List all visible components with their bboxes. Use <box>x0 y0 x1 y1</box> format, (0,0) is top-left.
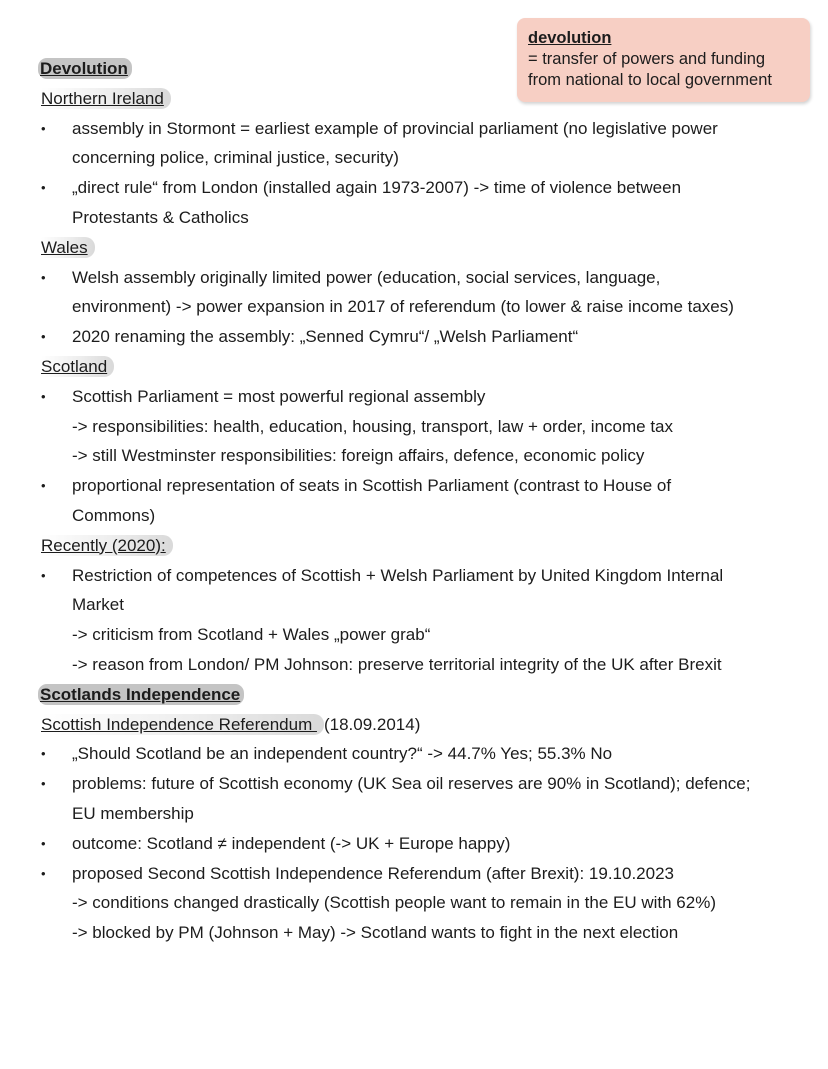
bullet-continuation: -> responsibilities: health, education, housing, transport, law + order, income tax <box>72 416 674 436</box>
wales-heading-line <box>0 233 828 263</box>
bullet-item: • problems: future of Scottish economy (UK Sea oil reserves are 90% in Scotland); defence; <box>0 769 828 799</box>
bullet-continuation: concerning police, criminal justice, security) <box>72 148 399 168</box>
wales-heading: Wales <box>41 237 95 258</box>
scotland-heading: Scotland <box>41 356 114 377</box>
bullet-item: • Welsh assembly originally limited power (education, social services, language, <box>0 263 828 293</box>
bullet-continuation: environment) -> power expansion in 2017 of referendum (to lower & raise income taxes) <box>72 297 734 317</box>
bullet-continuation: -> conditions changed drastically (Scottish people want to remain in the EU with 62%) <box>72 893 716 913</box>
referendum-heading-line <box>0 710 828 740</box>
recently-heading: Recently (2020): <box>41 535 173 556</box>
bullet-item: • Scottish Parliament = most powerful regional assembly <box>0 382 828 412</box>
referendum-heading: Scottish Independence Referendum <box>41 714 324 735</box>
northern-ireland-heading-line <box>0 84 828 114</box>
bullet-continuation: Market <box>72 595 124 615</box>
bullet-continuation: -> criticism from Scotland + Wales „power grab“ <box>72 625 431 645</box>
bullet-item: • assembly in Stormont = earliest example of provincial parliament (no legislative power <box>0 114 828 144</box>
document-body <box>0 54 828 948</box>
bullet-item: • „Should Scotland be an independent country?“ -> 44.7% Yes; 55.3% No <box>0 739 828 769</box>
bullet-continuation: EU membership <box>72 803 194 823</box>
independence-heading-line <box>0 680 828 710</box>
bullet-item: • Restriction of competences of Scottish + Welsh Parliament by United Kingdom Internal <box>0 561 828 591</box>
bullet-item: • 2020 renaming the assembly: „Senned Cymru“/ „Welsh Parliament“ <box>0 322 828 352</box>
scotland-heading-line <box>0 352 828 382</box>
note-text-line: from national to local government <box>528 71 772 89</box>
recently-heading-line <box>0 531 828 561</box>
bullet-continuation: Commons) <box>72 505 156 525</box>
note-title: devolution <box>528 29 612 47</box>
devolution-heading: Devolution <box>38 58 132 79</box>
bullet-item: • proposed Second Scottish Independence Referendum (after Brexit): 19.10.2023 <box>0 859 828 889</box>
northern-ireland-heading: Northern Ireland <box>41 88 171 109</box>
independence-heading: Scotlands Independence <box>38 684 244 705</box>
bullet-continuation: -> reason from London/ PM Johnson: preserve territorial integrity of the UK after Brexit <box>72 654 722 674</box>
bullet-continuation: -> still Westminster responsibilities: foreign affairs, defence, economic policy <box>72 446 645 466</box>
bullet-item: • proportional representation of seats in Scottish Parliament (contrast to House of <box>0 471 828 501</box>
referendum-date: (18.09.2014) <box>323 714 421 734</box>
note-text-line: = transfer of powers and funding <box>528 50 766 68</box>
devolution-heading-line <box>0 54 828 84</box>
bullet-continuation: Protestants & Catholics <box>72 207 249 227</box>
bullet-continuation: -> blocked by PM (Johnson + May) -> Scotland wants to fight in the next election <box>72 923 679 943</box>
bullet-item: • „direct rule“ from London (installed again 1973-2007) -> time of violence between <box>0 173 828 203</box>
bullet-item: • outcome: Scotland ≠ independent (-> UK + Europe happy) <box>0 829 828 859</box>
